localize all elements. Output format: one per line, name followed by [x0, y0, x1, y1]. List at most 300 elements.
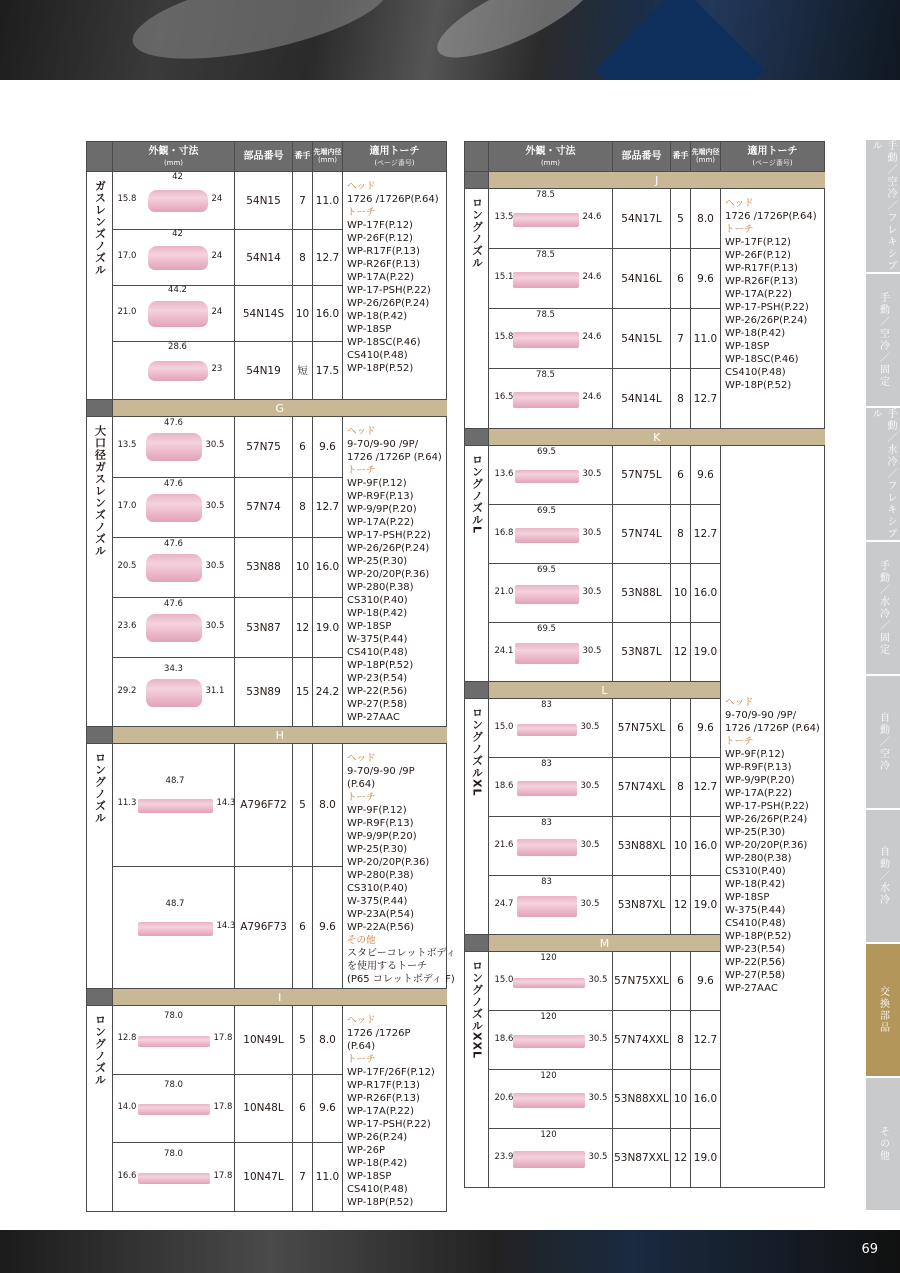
figure-cell	[489, 758, 613, 817]
sidebar-tab-label: 交換部品	[877, 986, 889, 1034]
dimension-body-diameter: 24.6	[582, 272, 602, 282]
size-number: 8	[671, 758, 691, 817]
section-row	[87, 727, 447, 744]
nozzle-shape	[515, 470, 579, 483]
section-letter: M	[489, 935, 721, 952]
applicable-torches	[721, 189, 825, 429]
torch-head-item: 9-70/9-90 /9P	[347, 766, 415, 777]
torch-item: WP-17A(P.22)	[347, 272, 415, 283]
dimension-length: 83	[541, 876, 552, 887]
category-label-text: ロングノズルL	[470, 454, 484, 535]
dimension-length: 42	[172, 229, 183, 239]
bore-diameter: 17.5	[313, 342, 343, 400]
header-appearance-label: 外観・寸法	[148, 145, 199, 157]
torch-item: WP-17F(P.12)	[725, 237, 791, 248]
torch-item: WP-26F(P.12)	[725, 250, 791, 261]
dimension-tip-diameter: 29.2	[117, 685, 137, 696]
part-number: 53N88	[235, 537, 293, 598]
figure-cell	[489, 249, 613, 309]
dimension-length: 47.6	[164, 599, 183, 610]
size-number: 6	[671, 699, 691, 758]
bore-diameter: 16.0	[313, 537, 343, 598]
dimension-tip-diameter: 23.6	[117, 621, 137, 632]
bore-diameter: 8.0	[313, 1006, 343, 1075]
dimension-length: 47.6	[164, 478, 183, 489]
figure-cell	[113, 286, 235, 342]
nozzle-figure	[117, 776, 236, 820]
figure-cell	[489, 189, 613, 249]
section-row-margin	[87, 400, 113, 417]
sidebar-tab-label: 自動／空冷	[877, 712, 889, 772]
nozzle-figure	[494, 370, 607, 414]
bore-diameter: 8.0	[313, 744, 343, 867]
size-number: 5	[293, 1006, 313, 1075]
nozzle-figure	[117, 285, 230, 329]
dimension-tip-diameter: 20.5	[117, 560, 137, 571]
category-label	[87, 744, 113, 989]
torch-item: WP-22A(P.56)	[347, 922, 415, 933]
applicable-torches	[721, 446, 825, 1188]
nozzle-shape	[146, 679, 202, 707]
dimension-length: 42	[172, 172, 183, 182]
torch-item: WP-R9F(P.13)	[347, 491, 414, 502]
nozzle-shape	[146, 554, 202, 582]
nozzle-shape	[513, 392, 579, 408]
dimension-body-diameter: 30.5	[582, 468, 602, 479]
dimension-tip-diameter: 13.5	[117, 440, 137, 451]
part-number: 54N16L	[613, 249, 671, 309]
part-number: 53N87L	[613, 623, 671, 682]
bore-diameter: 12.7	[691, 369, 721, 429]
dimension-tip-diameter: 18.6	[494, 1033, 514, 1044]
figure-cell	[489, 369, 613, 429]
category-label	[465, 189, 489, 429]
torch-item: WP-17-PSH(P.22)	[347, 530, 431, 541]
section-row-margin	[465, 172, 489, 189]
dimension-length: 69.5	[537, 564, 556, 575]
torch-item: WP-26/26P(P.24)	[347, 543, 430, 554]
dimension-tip-diameter: 15.0	[494, 721, 514, 732]
sidebar-tab	[866, 810, 900, 942]
torch-item: WP-17A(P.22)	[347, 517, 415, 528]
nozzle-shape	[517, 781, 577, 796]
figure-cell	[489, 1011, 613, 1070]
figure-cell	[113, 1074, 235, 1143]
header-size-label: 番手	[294, 151, 311, 161]
bore-diameter: 16.0	[691, 817, 721, 876]
torch-item: WP-280(P.38)	[725, 853, 792, 864]
torch-item: W-375(P.44)	[347, 896, 408, 907]
section-letter: L	[489, 682, 721, 699]
torch-item: WP-17A(P.22)	[725, 788, 793, 799]
torch-item: WP-18SP	[347, 1171, 392, 1182]
torch-item: WP-R9F(P.13)	[725, 762, 792, 773]
torch-item: WP-17F/26F(P.12)	[347, 1067, 435, 1078]
dimension-body-diameter: 31.1	[205, 685, 225, 696]
torch-item: WP-27(P.58)	[725, 970, 786, 981]
dimension-body-diameter: 30.5	[580, 721, 600, 732]
torch-head-item: 9-70/9-90 /9P/	[347, 439, 419, 450]
dimension-body-diameter: 30.5	[205, 500, 225, 511]
dimension-body-diameter: 30.5	[205, 621, 225, 632]
torch-item: WP-18(P.42)	[347, 311, 408, 322]
dimension-body-diameter: 30.5	[588, 1151, 608, 1162]
torch-head-item: 1726 /1726P(P.64)	[347, 194, 439, 205]
nozzle-figure	[117, 418, 230, 462]
torch-item: WP-280(P.38)	[347, 582, 414, 593]
dimension-length: 78.5	[536, 190, 555, 200]
section-row-margin	[87, 727, 113, 744]
torch-heading: トーチ	[347, 465, 376, 476]
nozzle-figure	[494, 190, 607, 234]
dimension-tip-diameter: 16.6	[117, 1170, 137, 1181]
header-bore	[313, 142, 343, 172]
table-row	[87, 172, 447, 230]
torch-item: WP-18SC(P.46)	[347, 337, 421, 348]
bore-diameter: 9.6	[691, 446, 721, 505]
part-number: 57N75L	[613, 446, 671, 505]
torch-item: WP-R17F(P.13)	[347, 1080, 420, 1091]
size-number: 10	[671, 817, 691, 876]
sidebar-tab	[866, 274, 900, 406]
figure-cell	[489, 699, 613, 758]
section-row	[87, 989, 447, 1006]
dimension-length: 78.0	[164, 1148, 183, 1159]
section-letter: H	[113, 727, 447, 744]
torch-item: WP-18SP	[725, 892, 770, 903]
category-label	[465, 446, 489, 682]
dimension-length: 28.6	[168, 342, 187, 352]
figure-cell	[113, 1006, 235, 1075]
size-number: 短	[293, 342, 313, 400]
nozzle-shape	[513, 332, 579, 348]
category-label-text: ロングノズルXL	[470, 707, 484, 797]
header-part	[613, 142, 671, 172]
nozzle-shape	[513, 1151, 585, 1168]
dimension-length: 78.5	[536, 370, 555, 380]
dimension-tip-diameter: 15.1	[494, 272, 514, 282]
nozzle-figure	[117, 1011, 233, 1055]
dimension-length: 83	[541, 758, 552, 769]
torch-item: WP-23(P.54)	[725, 944, 786, 955]
torch-item: WP-22(P.56)	[347, 686, 408, 697]
torch-item: CS310(P.40)	[347, 595, 408, 606]
header-bore-label: 先端内径	[313, 147, 342, 156]
size-number: 8	[293, 230, 313, 286]
dimension-length: 120	[540, 1011, 557, 1022]
nozzle-shape	[515, 528, 579, 543]
part-number: 53N87	[235, 598, 293, 658]
bore-diameter: 11.0	[313, 1143, 343, 1212]
torch-item: WP-18SP	[347, 324, 392, 335]
dimension-body-diameter: 24	[211, 194, 223, 204]
bore-diameter: 19.0	[691, 1129, 721, 1188]
torch-item: W-375(P.44)	[347, 634, 408, 645]
header-torch-sub: (ページ番号)	[752, 158, 793, 167]
bore-diameter: 9.6	[313, 417, 343, 478]
torch-item: WP-26/26P(P.24)	[347, 298, 430, 309]
torch-heading: トーチ	[347, 792, 376, 803]
part-number: 10N47L	[235, 1143, 293, 1212]
part-number: 10N49L	[235, 1006, 293, 1075]
torch-heading: トーチ	[725, 224, 754, 235]
figure-cell	[489, 446, 613, 505]
figure-cell	[489, 564, 613, 623]
header-torch-label: 適用トーチ	[747, 145, 798, 157]
torch-item: WP-9F(P.12)	[347, 805, 407, 816]
category-label-text: ガスレンズノズル	[93, 180, 107, 276]
bore-diameter: 9.6	[691, 249, 721, 309]
dimension-length: 78.0	[164, 1011, 183, 1022]
dimension-length: 48.7	[165, 776, 185, 787]
dimension-length: 83	[541, 817, 552, 828]
dimension-length: 120	[540, 1129, 557, 1140]
dimension-body-diameter: 17.8	[213, 1101, 233, 1112]
part-number: A796F72	[235, 744, 293, 867]
dimension-length: 69.5	[537, 623, 556, 634]
size-number: 7	[671, 309, 691, 369]
nozzle-shape	[513, 1035, 585, 1048]
torch-heading: トーチ	[347, 207, 376, 218]
bore-diameter: 12.7	[313, 477, 343, 537]
nozzle-shape	[146, 433, 202, 461]
dimension-tip-diameter: 14.0	[117, 1101, 137, 1112]
table-row	[465, 189, 825, 249]
header-torch-label: 適用トーチ	[369, 145, 420, 157]
dimension-body-diameter: 24	[211, 307, 223, 317]
part-number: 53N89	[235, 658, 293, 727]
bore-diameter: 19.0	[691, 876, 721, 935]
nozzle-shape	[146, 494, 202, 522]
torch-item: WP-18P(P.52)	[347, 660, 414, 671]
header-size	[671, 142, 691, 172]
bore-diameter: 16.0	[691, 564, 721, 623]
torch-item: WP-18SC(P.46)	[725, 354, 799, 365]
sidebar-tab-label: 手動／水冷／固定	[877, 560, 889, 656]
torch-item: WP-18P(P.52)	[347, 363, 414, 374]
torch-item: WP-17-PSH(P.22)	[347, 1119, 431, 1130]
torch-item: WP-25(P.30)	[725, 827, 786, 838]
applicable-torches	[343, 417, 447, 727]
nozzle-shape	[148, 301, 208, 327]
size-number: 10	[671, 1070, 691, 1129]
torch-item: WP-27(P.58)	[347, 699, 408, 710]
part-number: A796F73	[235, 866, 293, 989]
torch-other-item: (P65 コレットボディ F)	[347, 974, 455, 985]
nozzle-figure	[117, 663, 230, 708]
sidebar-tab-label: 手動／空冷／フレキシブル	[870, 140, 896, 272]
page-number: 69	[861, 1242, 878, 1257]
size-number: 6	[293, 417, 313, 478]
header-part-label: 部品番号	[621, 151, 662, 162]
dimension-length: 34.3	[164, 663, 183, 674]
dimension-tip-diameter: 18.6	[494, 780, 514, 791]
torch-item: WP-9/9P(P.20)	[347, 831, 417, 842]
part-number: 53N87XXL	[613, 1129, 671, 1188]
torch-head-item: (P.64)	[347, 779, 376, 790]
dimension-body-diameter: 24.6	[582, 212, 602, 222]
nozzle-shape	[148, 190, 208, 212]
nozzle-shape	[513, 272, 579, 287]
part-number: 54N14	[235, 230, 293, 286]
part-number: 53N88XL	[613, 817, 671, 876]
torch-item: CS410(P.48)	[347, 1184, 408, 1195]
nozzle-figure	[117, 229, 230, 273]
dimension-length: 44.2	[168, 285, 187, 295]
size-number: 12	[671, 1129, 691, 1188]
figure-cell	[489, 876, 613, 935]
header-torch-sub: (ページ番号)	[374, 158, 415, 167]
torch-head-heading: ヘッド	[347, 753, 376, 764]
figure-cell	[113, 230, 235, 286]
size-number: 6	[671, 952, 691, 1011]
sidebar-tab	[866, 542, 900, 674]
header-banner-photo	[0, 0, 900, 80]
size-number: 6	[293, 1074, 313, 1143]
sidebar-tab	[866, 408, 900, 540]
dimension-tip-diameter: 21.0	[494, 586, 514, 597]
nozzle-shape	[138, 922, 213, 936]
category-label-text: 大口径ガスレンズノズル	[93, 425, 107, 557]
dimension-body-diameter: 14.3	[216, 920, 236, 931]
sidebar-tab-label: 自動／水冷	[877, 846, 889, 906]
torch-item: WP-17-PSH(P.22)	[725, 302, 809, 313]
torch-item: CS410(P.48)	[347, 647, 408, 658]
size-number: 10	[671, 564, 691, 623]
right-parts-table	[464, 141, 825, 1188]
torch-item: WP-R9F(P.13)	[347, 818, 414, 829]
table-row	[87, 1006, 447, 1075]
section-row	[465, 172, 825, 189]
bore-diameter: 24.2	[313, 658, 343, 727]
nozzle-shape	[138, 1036, 210, 1047]
torch-item: WP-25(P.30)	[347, 556, 408, 567]
nozzle-shape	[148, 361, 208, 381]
nozzle-figure	[494, 446, 607, 491]
torch-item: WP-18(P.42)	[725, 879, 786, 890]
torch-item: W-375(P.44)	[725, 905, 786, 916]
torch-item: WP-17-PSH(P.22)	[347, 285, 431, 296]
dimension-body-diameter: 30.5	[580, 898, 600, 909]
nozzle-shape	[513, 1093, 585, 1107]
category-label	[465, 952, 489, 1188]
nozzle-shape	[138, 799, 213, 813]
section-letter: K	[489, 429, 825, 446]
torch-item: WP-18P(P.52)	[347, 1197, 414, 1208]
dimension-tip-diameter: 13.6	[494, 468, 514, 479]
nozzle-figure	[494, 699, 607, 744]
torch-item: WP-9F(P.12)	[725, 749, 785, 760]
part-number: 57N74XXL	[613, 1011, 671, 1070]
part-number: 54N17L	[613, 189, 671, 249]
torch-other-item: スタビーコレットボディ	[347, 948, 456, 959]
torch-head-heading: ヘッド	[725, 198, 754, 209]
section-row-margin	[87, 989, 113, 1006]
dimension-body-diameter: 30.5	[588, 1092, 608, 1103]
dimension-body-diameter: 30.5	[588, 1033, 608, 1044]
nozzle-figure	[494, 1129, 608, 1174]
applicable-torches	[343, 172, 447, 400]
dimension-length: 47.6	[164, 538, 183, 549]
nozzle-shape	[138, 1173, 210, 1184]
nozzle-figure	[494, 250, 607, 294]
part-number: 54N14S	[235, 286, 293, 342]
torch-item: WP-9/9P(P.20)	[347, 504, 417, 515]
nozzle-shape	[513, 978, 585, 988]
part-number: 53N88XXL	[613, 1070, 671, 1129]
figure-cell	[113, 744, 235, 867]
torch-item: WP-26(P.24)	[347, 1132, 408, 1143]
dimension-tip-diameter: 24.7	[494, 898, 514, 909]
dimension-tip-diameter: 13.5	[494, 212, 514, 222]
section-row-margin	[465, 935, 489, 952]
bore-diameter: 11.0	[691, 309, 721, 369]
figure-cell	[489, 817, 613, 876]
header-size-label: 番手	[672, 151, 689, 161]
size-number: 8	[293, 477, 313, 537]
torch-item: CS410(P.48)	[725, 918, 786, 929]
torch-head-item: 1726 /1726P(P.64)	[725, 211, 817, 222]
bore-diameter: 16.0	[313, 286, 343, 342]
size-number: 6	[671, 249, 691, 309]
nozzle-shape	[517, 896, 577, 917]
part-number: 57N74	[235, 477, 293, 537]
header-blank	[465, 142, 489, 172]
torch-item: CS310(P.40)	[725, 866, 786, 877]
sidebar-tab	[866, 140, 900, 272]
sidebar-tab	[866, 1078, 900, 1210]
dimension-length: 69.5	[537, 505, 556, 516]
size-number: 5	[293, 744, 313, 867]
category-label-text: ロングノズル	[470, 197, 484, 269]
nozzle-figure	[494, 505, 607, 550]
nozzle-shape	[517, 724, 577, 736]
category-label	[87, 417, 113, 727]
dimension-body-diameter: 30.5	[205, 560, 225, 571]
dimension-tip-diameter: 16.8	[494, 527, 514, 538]
dimension-body-diameter: 24.6	[582, 332, 602, 342]
torch-other-heading: その他	[347, 935, 376, 946]
torch-heading: トーチ	[347, 1054, 376, 1065]
header-appearance-label: 外観・寸法	[525, 145, 576, 157]
torch-item: CS410(P.48)	[347, 350, 408, 361]
torch-head-heading: ヘッド	[347, 1015, 376, 1026]
category-sidebar	[866, 140, 900, 1212]
torch-item: WP-23A(P.54)	[347, 909, 415, 920]
footer-banner	[0, 1230, 900, 1273]
nozzle-shape	[138, 1104, 210, 1115]
figure-cell	[489, 309, 613, 369]
torch-item: WP-9/9P(P.20)	[725, 775, 795, 786]
dimension-body-diameter: 30.5	[205, 440, 225, 451]
torch-item: WP-26P	[347, 1145, 386, 1156]
header-bore-unit: (mm)	[695, 155, 716, 164]
part-number: 57N74XL	[613, 758, 671, 817]
header-part	[235, 142, 293, 172]
torch-item: WP-R26F(P.13)	[725, 276, 798, 287]
figure-cell	[489, 505, 613, 564]
part-number: 10N48L	[235, 1074, 293, 1143]
nozzle-figure	[494, 1070, 608, 1115]
applicable-torches	[343, 744, 456, 989]
header-appearance-unit: (mm)	[540, 158, 561, 167]
torch-item: CS310(P.40)	[347, 883, 408, 894]
torch-item: WP-18(P.42)	[725, 328, 786, 339]
header-appearance	[489, 142, 613, 172]
nozzle-figure	[118, 342, 230, 386]
dimension-tip-diameter: 20.6	[494, 1092, 514, 1103]
torch-item: WP-25(P.30)	[347, 844, 408, 855]
